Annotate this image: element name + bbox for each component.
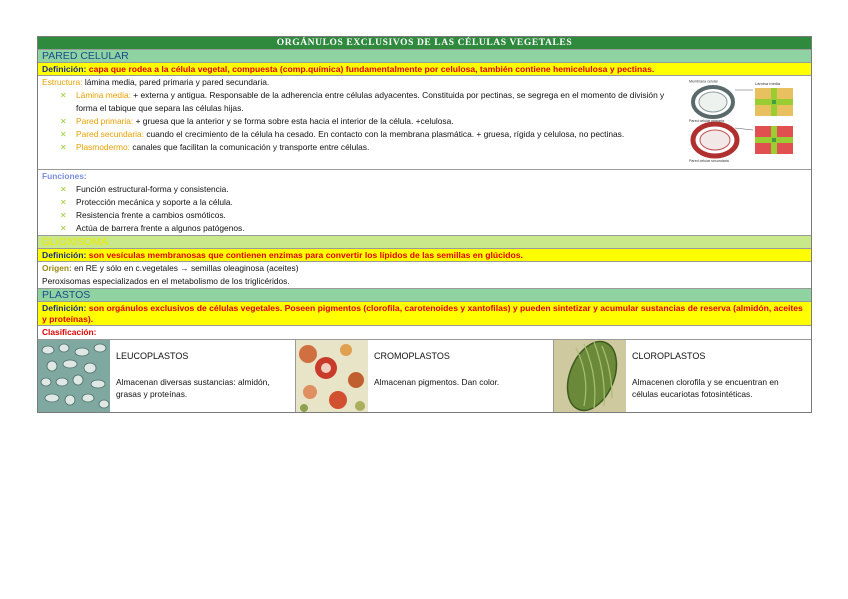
item-text: canales que facilitan la comunicación y transporte entre células. — [132, 142, 370, 152]
plasto-desc: Almacenen clorofila y se encuentran en células eucariotas fotosintéticas. — [632, 377, 779, 399]
item-text: + gruesa que la anterior y se forma sobre esta hacia el interior de la célula. +celulosa. — [135, 116, 454, 126]
item-text: Protección mecánica y soporte a la célula. — [76, 197, 233, 207]
cell-wall-diagram — [685, 78, 799, 164]
bullet-x-icon: ✕ — [60, 185, 67, 194]
origen-label: Origen: — [42, 263, 72, 273]
definition-text: son vesículas membranosas que contienen enzimas para convertir los lípidos de las semillas en glúcidos. — [88, 250, 523, 260]
list-item — [60, 196, 811, 209]
list-item — [60, 183, 811, 196]
definition-plastos — [38, 302, 811, 326]
bullet-x-icon: ✕ — [60, 143, 67, 152]
definition-label: Definición: — [42, 64, 87, 74]
list-item — [60, 141, 678, 154]
label-pared-secundaria: Pared celular secundaria — [689, 159, 729, 163]
bullet-x-icon: ✕ — [60, 224, 67, 233]
funciones-list — [38, 183, 811, 235]
glioxisoma-line2: Peroxisomas especializados en el metabolismo de los triglicéridos. — [42, 276, 290, 286]
list-item — [60, 222, 811, 235]
estructura-text: lámina media, pared primaria y pared secundaria. — [84, 77, 270, 87]
funciones-label: Funciones: — [42, 171, 87, 181]
item-text: Resistencia frente a cambios osmóticos. — [76, 210, 226, 220]
bullet-x-icon: ✕ — [60, 211, 67, 220]
list-item — [60, 115, 678, 128]
bullet-x-icon: ✕ — [60, 91, 67, 100]
origen-line — [38, 262, 811, 275]
item-key: Pared secundaria: — [76, 129, 144, 139]
bullet-x-icon: ✕ — [60, 130, 67, 139]
item-text: Actúa de barrera frente a algunos patógenos. — [76, 223, 245, 233]
list-item — [60, 89, 678, 115]
plasto-cloroplastos — [553, 340, 811, 412]
item-key: Lámina media: — [76, 90, 131, 100]
estructura-list — [38, 89, 678, 154]
estructura-label: Estructura: — [42, 77, 83, 87]
item-text: Función estructural-forma y consistencia. — [76, 184, 229, 194]
section-header-plastos: PLASTOS — [38, 289, 811, 302]
plasto-leucoplastos — [38, 340, 295, 412]
clasificacion-label: Clasificación: — [38, 326, 811, 340]
definition-label: Definición: — [42, 250, 87, 260]
definition-pared — [38, 63, 811, 76]
leucoplasto-image — [38, 340, 110, 412]
definition-label: Definición: — [42, 303, 87, 313]
page-title: ORGÁNULOS EXCLUSIVOS DE LAS CÉLULAS VEGETALES — [38, 37, 811, 50]
item-text: + externa y antigua. Responsable de la adherencia entre células adyacentes. Constituida por pectinas, se segrega en el momento de división y forma el tabique que separa las células hijas. — [76, 90, 665, 113]
plasto-desc: Almacenan diversas sustancias: almidón, grasas y proteínas. — [116, 377, 270, 399]
plasto-name: CLOROPLASTOS — [632, 351, 706, 361]
estructura-block — [38, 76, 811, 170]
plasto-name: LEUCOPLASTOS — [116, 351, 189, 361]
definition-text: capa que rodea a la célula vegetal, compuesta (comp.química) fundamentalmente por celulosa, también contiene hemicelulosa y pectinas. — [88, 64, 655, 74]
cromoplasto-image — [296, 340, 368, 412]
bullet-x-icon: ✕ — [60, 117, 67, 126]
estructura-line — [38, 76, 678, 89]
plasto-name: CROMOPLASTOS — [374, 351, 450, 361]
item-key: Plasmodermo: — [76, 142, 130, 152]
section-header-pared: PARED CELULAR — [38, 50, 811, 63]
cloroplasto-image — [554, 340, 626, 412]
funciones-block — [38, 170, 811, 236]
origen-text: en RE y sólo en c.vegetales → semillas oleaginosa (aceites) — [74, 263, 299, 273]
definition-glioxisoma — [38, 249, 811, 262]
plasto-cromoplastos — [295, 340, 553, 412]
plasto-desc: Almacenan pigmentos. Dan color. — [374, 377, 500, 387]
section-header-glioxisoma: GLIOXISOMA — [38, 236, 811, 249]
organelles-table — [37, 36, 812, 413]
plastos-types — [38, 340, 811, 412]
glioxisoma-body — [38, 262, 811, 289]
label-lamina-media: Lámina media — [755, 81, 781, 86]
label-pared-primaria: Pared celular primaria — [689, 119, 725, 123]
list-item — [60, 209, 811, 222]
list-item — [60, 128, 678, 141]
label-membrana: Membrana celular — [689, 79, 718, 84]
item-text: cuando el crecimiento de la célula ha cesado. En contacto con la membrana plasmática. + gruesa, rígida y celulosa, no pectinas. — [146, 129, 625, 139]
definition-text: son orgánulos exclusivos de células vegetales. Poseen pigmentos (clorofila, carotenoides y xantofilas) y pueden sintetizar y acumular sustancias de reserva (almidón, aceites y proteínas). — [42, 303, 803, 324]
bullet-x-icon: ✕ — [60, 198, 67, 207]
item-key: Pared primaria: — [76, 116, 134, 126]
